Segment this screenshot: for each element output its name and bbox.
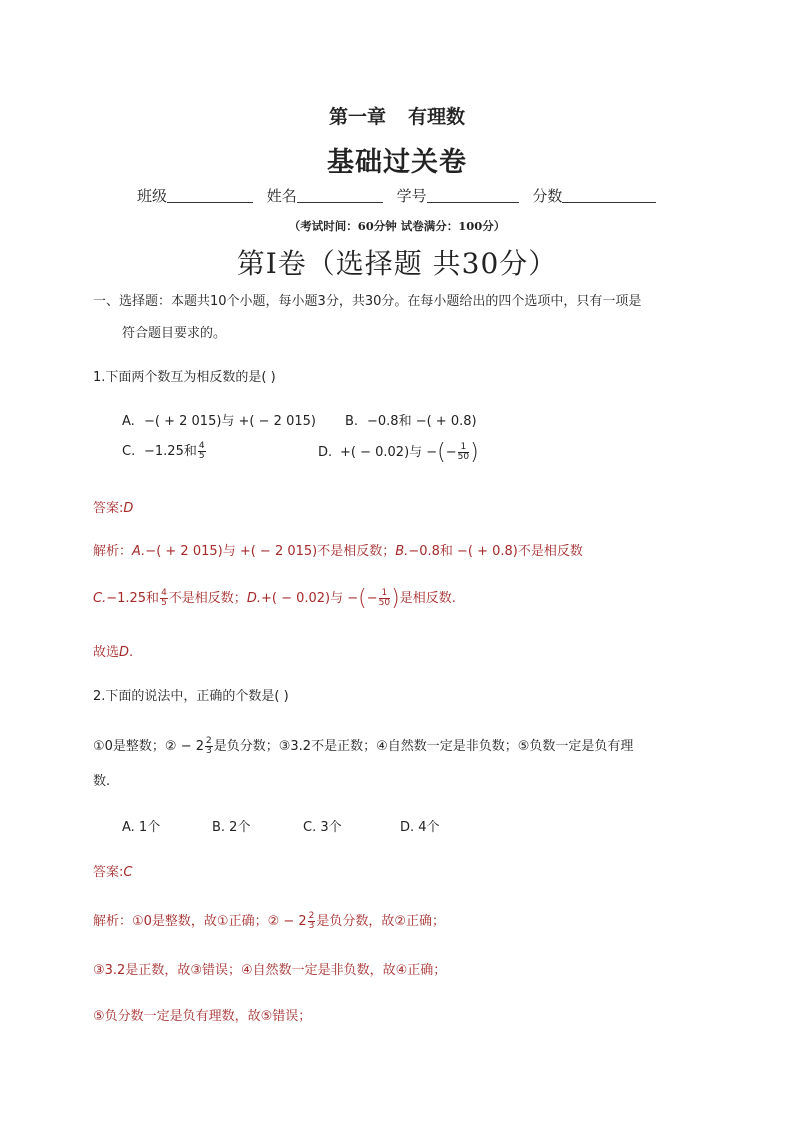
name-label: 姓名	[266, 187, 297, 205]
fraction-denominator: 5	[198, 451, 205, 461]
answer-label: 答案:	[93, 865, 124, 880]
fraction-numerator: 4	[198, 441, 205, 451]
q1-option-a-label: A.	[122, 414, 135, 429]
analysis-tag-c: C.	[93, 591, 107, 606]
q1-option-d[interactable]: D. +( − 0.02)与 −(− $\frac{1}{50}$ )	[318, 440, 479, 465]
q1-option-a-text: −( + 2 015)与 +( − 2 015)	[144, 414, 316, 429]
q1-analysis-line-1	[93, 540, 583, 559]
q2-option-d[interactable]: D. 4个	[400, 820, 440, 835]
fraction-numerator: 4	[161, 588, 167, 598]
student-id-label: 学号	[396, 187, 427, 205]
q2-statements-line-2: 数.	[93, 774, 111, 789]
q1-option-d-text: +( − 0.02)与 −	[340, 445, 438, 460]
q1-option-c-label: C.	[122, 444, 136, 459]
analysis-d-inner-sign: −	[366, 591, 378, 606]
answer-value: D	[123, 501, 134, 516]
conclusion-choice: D	[119, 645, 130, 660]
q2-option-a[interactable]: A. 1个	[122, 820, 161, 835]
q1-option-c-text: −1.25和	[144, 444, 197, 459]
analysis-d-fraction	[379, 589, 390, 608]
q1-option-b[interactable]	[345, 410, 477, 429]
q2-option-b[interactable]: B. 2个	[212, 820, 251, 835]
answer-label: 答案:	[93, 501, 124, 516]
analysis-text-d: +( − 0.02)与 −	[260, 591, 359, 606]
q1-option-c-fraction	[198, 442, 206, 461]
q2-statement-fraction	[205, 737, 213, 756]
q2-analysis-fraction	[308, 912, 316, 931]
conclusion-end: .	[129, 645, 134, 660]
analysis-tag-a: A.	[132, 544, 146, 559]
class-field[interactable]	[167, 187, 253, 203]
q2-analysis-start: 解析：①0是整数，故①正确；② − 2	[93, 914, 307, 929]
q1-option-d-inner-sign: −	[445, 445, 457, 460]
answer-value: C	[123, 865, 133, 880]
analysis-label: 解析：	[93, 544, 133, 559]
fraction-numerator: 2	[206, 736, 212, 746]
chapter-title	[0, 102, 794, 129]
instructions-line-1: 一、选择题：本题共10个小题，每小题3分，共30分。在每小题给出的四个选项中，只有一项是	[93, 294, 642, 309]
q1-stem: 1.下面两个数互为相反数的是( )	[93, 370, 276, 385]
name-field[interactable]	[297, 187, 383, 203]
q2-analysis-tail: 是负分数，故②正确；	[316, 914, 446, 929]
fraction-denominator: 3	[206, 746, 212, 756]
q1-option-b-text: −0.8和 −( + 0.8)	[367, 414, 477, 429]
analysis-text-d-tail: 是相反数.	[399, 591, 456, 606]
fraction-numerator: 1	[458, 443, 469, 453]
fraction-numerator: 2	[308, 911, 315, 921]
exam-info: （考试时间：60分钟 试卷满分：100分）	[288, 219, 506, 233]
fraction-denominator: 5	[161, 598, 167, 608]
fraction-denominator: 50	[378, 598, 391, 608]
score-label: 分数	[532, 187, 563, 205]
q1-analysis-line-2: C.−1.25和 $\frac{4}{5}$ 不是相反数；D.+( − 0.02)与 −(− $\frac{1}{50}$ )是相反数.	[93, 586, 456, 611]
instructions-line-2: 符合题目要求的。	[122, 326, 227, 341]
q1-option-b-label: B.	[345, 414, 359, 429]
fraction-denominator: 50	[457, 452, 470, 462]
chapter-topic: 有理数	[408, 106, 466, 128]
analysis-tag-b: B.	[395, 544, 409, 559]
q2-option-c[interactable]: C. 3个	[303, 820, 342, 835]
q2-answer	[93, 861, 132, 880]
chapter-number: 第一章	[328, 106, 386, 128]
student-id-field[interactable]	[427, 187, 519, 203]
student-info-row	[137, 185, 665, 206]
q1-option-d-label: D.	[318, 445, 333, 460]
fraction-denominator: 3	[308, 921, 315, 931]
conclusion-text: 故选	[93, 645, 120, 660]
analysis-c-fraction	[160, 589, 168, 608]
score-field[interactable]	[562, 187, 656, 203]
q2-analysis-line-2: ③3.2是正数，故③错误；④自然数一定是非负数，故④正确；	[93, 963, 447, 978]
q2-analysis-line-3: ⑤负分数一定是负有理数，故⑤错误；	[93, 1009, 312, 1024]
paper-subtitle: 基础过关卷	[327, 147, 467, 178]
q2-statement-start: ①0是整数；② − 2	[93, 739, 205, 754]
q1-option-d-fraction	[458, 443, 469, 462]
analysis-text-c-tail: 不是相反数；	[168, 591, 247, 606]
analysis-text-a: −( + 2 015)与 +( − 2 015)不是相反数；	[145, 544, 396, 559]
analysis-text-c: −1.25和	[106, 591, 160, 606]
q1-option-a[interactable]	[122, 410, 316, 429]
fraction-numerator: 1	[379, 589, 390, 599]
q2-statements-line-1	[93, 735, 633, 756]
q2-analysis-line-1	[93, 910, 445, 931]
q1-answer	[93, 497, 133, 516]
q2-stem: 2.下面的说法中，正确的个数是( )	[93, 689, 289, 704]
q1-conclusion	[93, 641, 133, 660]
class-label: 班级	[137, 187, 168, 205]
section-title: 第Ⅰ卷（选择题 共30分）	[236, 247, 558, 280]
q2-statement-tail: 是负分数；③3.2不是正数；④自然数一定是非负数；⑤负数一定是负有理	[213, 739, 634, 754]
analysis-text-b: −0.8和 −( + 0.8)不是相反数	[408, 544, 583, 559]
q1-option-c[interactable]	[122, 440, 207, 461]
analysis-tag-d: D.	[246, 591, 261, 606]
